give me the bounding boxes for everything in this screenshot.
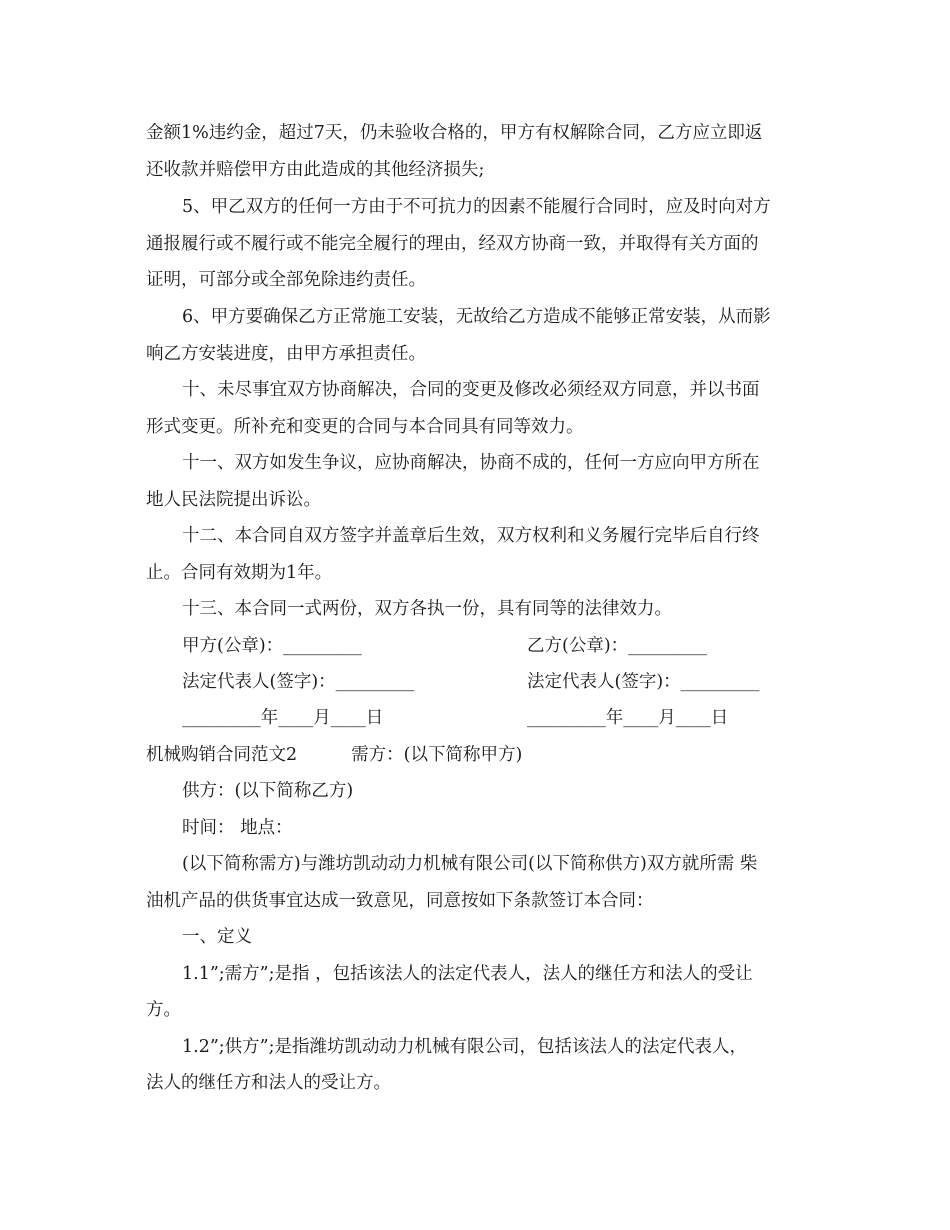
clause-10-line: 十、未尽事宜双方协商解决，合同的变更及修改必须经双方同意，并以书面 [182, 380, 760, 400]
buyer-label: 需方：(以下简称甲方) [351, 745, 523, 765]
party-a-seal: 甲方(公章)：_________ [182, 636, 362, 656]
clause-5-line: 5、甲乙双方的任何一方由于不可抗力的因素不能履行合同时，应及时向对方 [182, 197, 771, 217]
party-b-representative: 法定代表人(签字)：_________ [527, 672, 760, 692]
paragraph-line: 金额1%违约金，超过7天，仍未验收合格的，甲方有权解除合同，乙方应立即返 [146, 123, 763, 143]
party-b-seal: 乙方(公章)：_________ [527, 636, 707, 656]
intro-line: (以下简称需方)与潍坊凯动动力机械有限公司(以下简称供方)双方就所需 柴 [182, 854, 758, 874]
clause-10-line: 形式变更。所补充和变更的合同与本合同具有同等效力。 [146, 417, 584, 437]
clause-11-line: 地人民法院提出诉讼。 [146, 490, 321, 510]
clause-11-line: 十一、双方如发生争议，应协商解决，协商不成的，任何一方应向甲方所在 [182, 453, 760, 473]
clause-12-line: 十二、本合同自双方签字并盖章后生效，双方权利和义务履行完毕后自行终 [182, 526, 760, 546]
intro-line: 油机产品的供货事宜达成一致意见，同意按如下条款签订本合同： [146, 891, 654, 911]
clause-12-line: 止。合同有效期为1年。 [146, 563, 333, 583]
party-a-representative: 法定代表人(签字)：_________ [182, 672, 415, 692]
party-a-date: _________年____月____日 [182, 708, 384, 728]
contract2-heading-line [146, 737, 810, 774]
clause-6-line: 响乙方安装进度，由甲方承担责任。 [146, 344, 426, 364]
supplier-label: 供方：(以下简称乙方) [182, 781, 354, 801]
time-place-label: 时间： 地点： [182, 818, 293, 838]
definition-1-2-line: 1.2”;供方”;是指潍坊凯动动力机械有限公司，包括该法人的法定代表人， [182, 1037, 748, 1057]
paragraph-line: 还收款并赔偿甲方由此造成的其他经济损失; [146, 160, 485, 180]
definition-1-1-line: 方。 [146, 1000, 181, 1020]
section-heading-definitions: 一、定义 [182, 927, 252, 947]
clause-5-line: 证明，可部分或全部免除违约责任。 [146, 270, 426, 290]
definition-1-2-line: 法人的继任方和法人的受让方。 [146, 1073, 391, 1093]
party-b-date: _________年____月____日 [527, 708, 729, 728]
clause-13-line: 十三、本合同一式两份，双方各执一份，具有同等的法律效力。 [182, 599, 672, 619]
clause-5-line: 通报履行或不履行或不能完全履行的理由，经双方协商一致，并取得有关方面的 [146, 234, 759, 254]
contract2-title: 机械购销合同范文2 [146, 745, 298, 765]
definition-1-1-line: 1.1”;需方”;是指 ，包括该法人的法定代表人，法人的继任方和法人的受让 [182, 964, 753, 984]
clause-6-line: 6、甲方要确保乙方正常施工安装，无故给乙方造成不能够正常安装，从而影 [182, 307, 771, 327]
